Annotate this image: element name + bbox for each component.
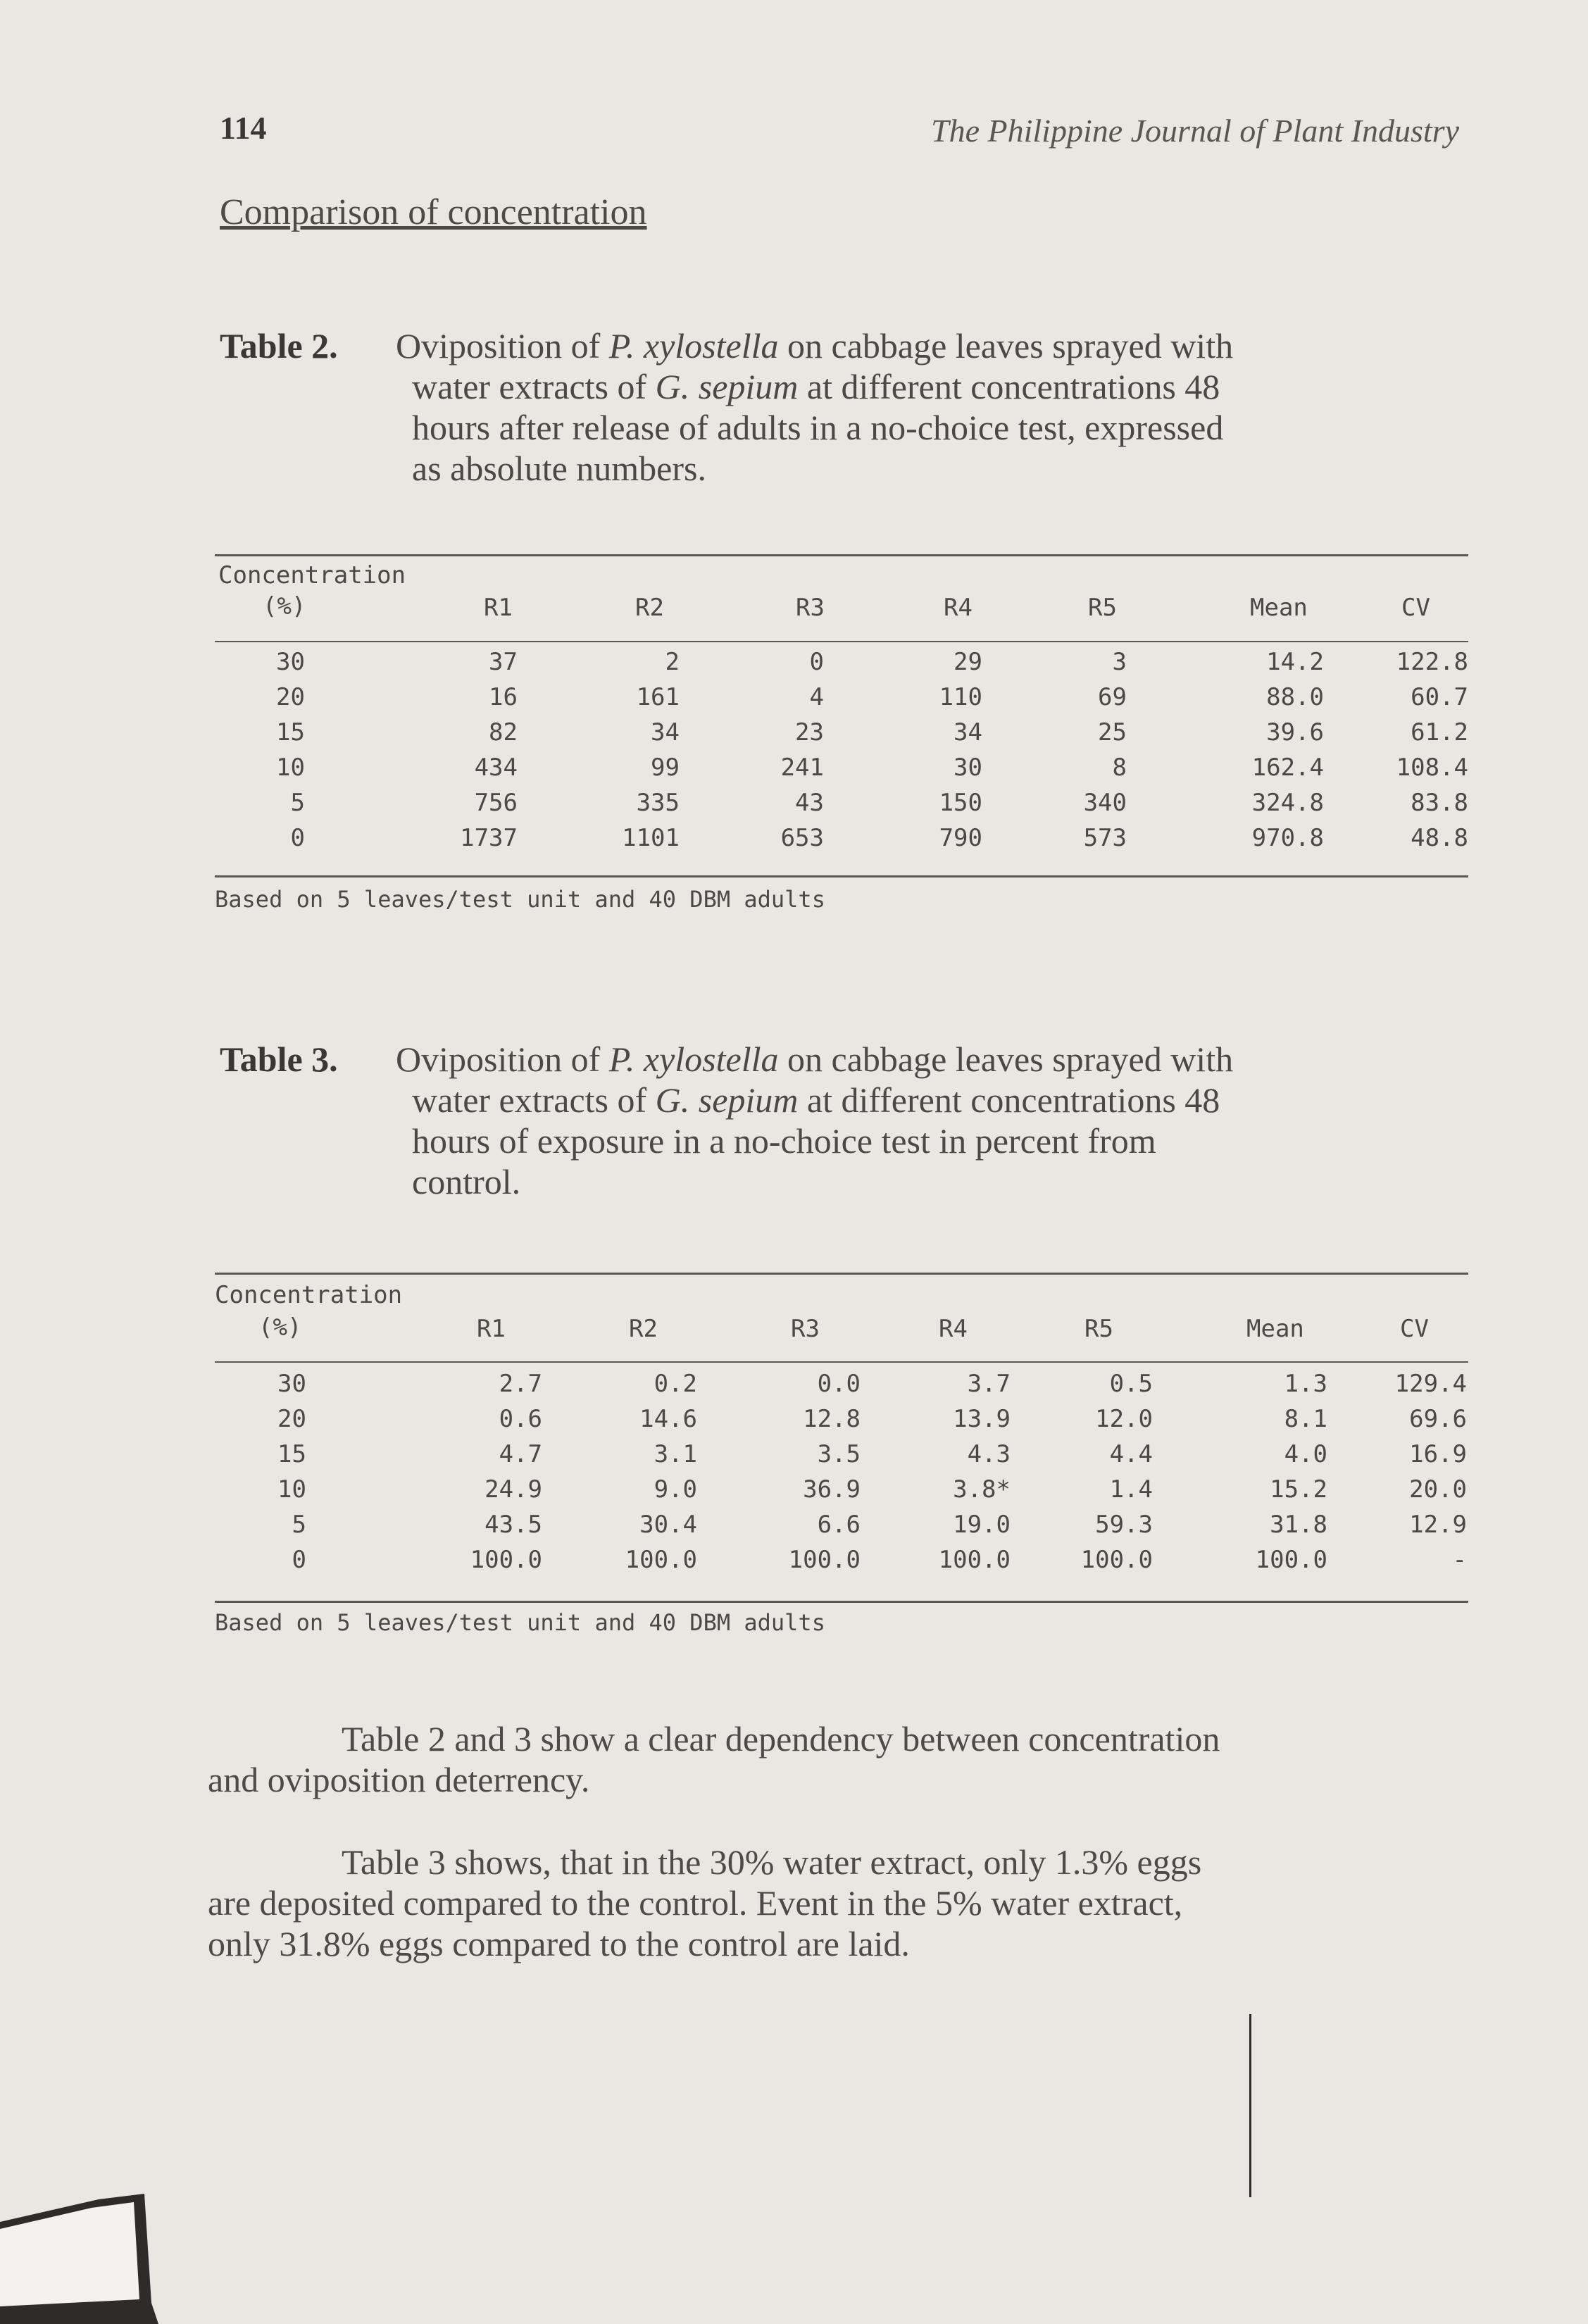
concentration-cell: 30 [277, 1370, 306, 1398]
col-head-cv: CV [1400, 1315, 1429, 1343]
table-top-rule [215, 1273, 1468, 1275]
table-cell: 30 [954, 754, 982, 782]
caption-text: control. [412, 1162, 521, 1201]
table-cell: 653 [780, 824, 824, 852]
paragraph-line: Table 3 shows, that in the 30% water extract, only 1.3% eggs [342, 1842, 1202, 1882]
paragraph-2 [208, 1842, 1461, 1964]
caption-text: hours of exposure in a no-choice test in percent from [412, 1121, 1156, 1161]
table-cell: 573 [1083, 824, 1127, 852]
table-cell: 1.4 [1109, 1475, 1153, 1504]
table-cell: 15.2 [1270, 1475, 1327, 1504]
col-head-r3: R3 [791, 1315, 820, 1343]
table-cell: 99 [651, 754, 680, 782]
table-cell: 4.3 [967, 1440, 1011, 1468]
col-head-r2: R2 [635, 594, 664, 622]
table-cell: 100.0 [625, 1546, 697, 1574]
table-cell: 12.8 [803, 1405, 861, 1433]
table-cell: 324.8 [1251, 789, 1324, 817]
table-cell: 335 [636, 789, 680, 817]
caption-text: hours after release of adults in a no-choice test, expressed [412, 408, 1224, 447]
table-header-rule [215, 1361, 1468, 1363]
page-number: 114 [220, 110, 267, 146]
table-cell: 16.9 [1409, 1440, 1467, 1468]
table-cell: 60.7 [1411, 683, 1468, 711]
table-cell: 150 [939, 789, 982, 817]
table-cell: 122.8 [1396, 648, 1468, 676]
col-head-r5: R5 [1088, 594, 1117, 622]
table-cell: 83.8 [1411, 789, 1468, 817]
species-name: G. sepium [655, 367, 799, 406]
col-head-r5: R5 [1084, 1315, 1113, 1343]
table-2-caption [220, 325, 1466, 489]
caption-text: Oviposition of [396, 326, 609, 366]
table-3-footnote: Based on 5 leaves/test unit and 40 DBM adults [215, 1609, 825, 1636]
table-cell: 43.5 [484, 1511, 542, 1539]
caption-text: at different concentrations 48 [798, 1080, 1220, 1120]
table-cell: 13.9 [953, 1405, 1011, 1433]
table-cell: 108.4 [1396, 754, 1468, 782]
table-cell: 6.6 [817, 1511, 861, 1539]
table-cell: 241 [780, 754, 824, 782]
species-name: P. xylostella [608, 326, 779, 366]
paragraph-line: Table 2 and 3 show a clear dependency between concentration [342, 1719, 1220, 1758]
table-cell: - [1452, 1546, 1467, 1574]
table-cell: 129.4 [1394, 1370, 1467, 1398]
paragraph-line: are deposited compared to the control. Event in the 5% water extract, [208, 1883, 1183, 1923]
table-cell: 9.0 [654, 1475, 697, 1504]
table-cell: 23 [795, 718, 824, 746]
table-cell: 29 [954, 648, 982, 676]
table-cell: 34 [651, 718, 680, 746]
table-header-rule [215, 641, 1468, 642]
table-cell: 8 [1112, 754, 1127, 782]
col-head-r3: R3 [796, 594, 825, 622]
paragraph-line: only 31.8% eggs compared to the control are laid. [208, 1924, 910, 1963]
caption-text: as absolute numbers. [412, 449, 706, 488]
table-cell: 3.7 [967, 1370, 1011, 1398]
page-header [220, 109, 1459, 158]
concentration-cell: 5 [290, 789, 305, 817]
table-cell: 2 [665, 648, 680, 676]
col-head-percent: (%) [258, 1313, 302, 1342]
table-cell: 24.9 [484, 1475, 542, 1504]
caption-text: on cabbage leaves sprayed with [778, 326, 1234, 366]
species-name: G. sepium [655, 1080, 799, 1120]
table-cell: 61.2 [1411, 718, 1468, 746]
table-cell: 434 [474, 754, 518, 782]
table-cell: 0.5 [1109, 1370, 1153, 1398]
table-cell: 100.0 [1080, 1546, 1153, 1574]
table-cell: 30.4 [639, 1511, 697, 1539]
table-cell: 8.1 [1284, 1405, 1327, 1433]
table-cell: 100.0 [788, 1546, 861, 1574]
caption-text: on cabbage leaves sprayed with [778, 1039, 1234, 1079]
table-cell: 48.8 [1411, 824, 1468, 852]
table-cell: 970.8 [1251, 824, 1324, 852]
col-head-mean: Mean [1250, 594, 1308, 622]
col-head-concentration: Concentration [218, 561, 406, 589]
caption-text: Oviposition of [396, 1039, 609, 1079]
concentration-cell: 0 [290, 824, 305, 852]
table-3-caption [220, 1039, 1466, 1202]
table-cell: 4.0 [1284, 1440, 1327, 1468]
col-head-r4: R4 [939, 1315, 968, 1343]
table-cell: 19.0 [953, 1511, 1011, 1539]
table-cell: 1737 [460, 824, 518, 852]
concentration-cell: 15 [277, 1440, 306, 1468]
table-cell: 69.6 [1409, 1405, 1467, 1433]
col-head-r2: R2 [629, 1315, 658, 1343]
concentration-cell: 30 [276, 648, 305, 676]
table-cell: 1101 [622, 824, 680, 852]
margin-vertical-line [1249, 2014, 1251, 2197]
table-cell: 14.6 [639, 1405, 697, 1433]
table-cell: 3.8* [953, 1475, 1011, 1504]
concentration-cell: 10 [277, 1475, 306, 1504]
concentration-cell: 0 [292, 1546, 306, 1574]
table-top-rule [215, 554, 1468, 556]
paragraph-line: and oviposition deterrency. [208, 1760, 590, 1799]
table-cell: 4.4 [1109, 1440, 1153, 1468]
table-cell: 4.7 [499, 1440, 542, 1468]
table-2-footnote: Based on 5 leaves/test unit and 40 DBM adults [215, 886, 825, 913]
table-cell: 25 [1098, 718, 1127, 746]
table-cell: 88.0 [1266, 683, 1324, 711]
table-cell: 0 [809, 648, 824, 676]
table-cell: 20.0 [1409, 1475, 1467, 1504]
table-cell: 82 [489, 718, 518, 746]
table-cell: 790 [939, 824, 982, 852]
concentration-cell: 20 [276, 683, 305, 711]
table-3 [215, 1264, 1468, 1658]
table-cell: 0.0 [817, 1370, 861, 1398]
binding-corner-mark [0, 2180, 158, 2324]
table-bottom-rule [215, 1601, 1468, 1603]
col-head-r4: R4 [944, 594, 973, 622]
col-head-mean: Mean [1246, 1315, 1304, 1343]
caption-text: water extracts of [412, 367, 656, 406]
table-cell: 36.9 [803, 1475, 861, 1504]
col-head-concentration: Concentration [215, 1281, 403, 1309]
table-bottom-rule [215, 875, 1468, 877]
table-cell: 59.3 [1095, 1511, 1153, 1539]
section-heading: Comparison of concentration [220, 192, 647, 232]
concentration-cell: 15 [276, 718, 305, 746]
table-cell: 110 [939, 683, 982, 711]
col-head-r1: R1 [484, 594, 513, 622]
concentration-cell: 20 [277, 1405, 306, 1433]
table-cell: 12.0 [1095, 1405, 1153, 1433]
table-cell: 0.6 [499, 1405, 542, 1433]
table-cell: 39.6 [1266, 718, 1324, 746]
table-cell: 100.0 [938, 1546, 1011, 1574]
concentration-cell: 10 [276, 754, 305, 782]
table-cell: 3.1 [654, 1440, 697, 1468]
col-head-r1: R1 [477, 1315, 506, 1343]
table-cell: 100.0 [470, 1546, 542, 1574]
table-cell: 1.3 [1284, 1370, 1327, 1398]
table-cell: 12.9 [1409, 1511, 1467, 1539]
table-3-label: Table 3. [220, 1039, 338, 1079]
table-cell: 16 [489, 683, 518, 711]
table-cell: 756 [474, 789, 518, 817]
species-name: P. xylostella [608, 1039, 779, 1079]
caption-text: water extracts of [412, 1080, 656, 1120]
col-head-cv: CV [1401, 594, 1430, 622]
table-cell: 34 [954, 718, 982, 746]
table-cell: 4 [809, 683, 824, 711]
table-cell: 3 [1112, 648, 1127, 676]
table-cell: 0.2 [654, 1370, 697, 1398]
concentration-cell: 5 [292, 1511, 306, 1539]
table-cell: 69 [1098, 683, 1127, 711]
table-cell: 161 [636, 683, 680, 711]
table-cell: 3.5 [817, 1440, 861, 1468]
table-cell: 14.2 [1266, 648, 1324, 676]
table-2-label: Table 2. [220, 326, 338, 366]
col-head-percent: (%) [263, 592, 306, 620]
table-2 [215, 546, 1468, 926]
table-cell: 340 [1083, 789, 1127, 817]
journal-title: The Philippine Journal of Plant Industry [931, 113, 1459, 149]
paragraph-1 [208, 1718, 1461, 1800]
table-cell: 31.8 [1270, 1511, 1327, 1539]
caption-text: at different concentrations 48 [798, 367, 1220, 406]
table-cell: 100.0 [1255, 1546, 1327, 1574]
table-cell: 43 [795, 789, 824, 817]
table-cell: 162.4 [1251, 754, 1324, 782]
table-cell: 2.7 [499, 1370, 542, 1398]
table-cell: 37 [489, 648, 518, 676]
